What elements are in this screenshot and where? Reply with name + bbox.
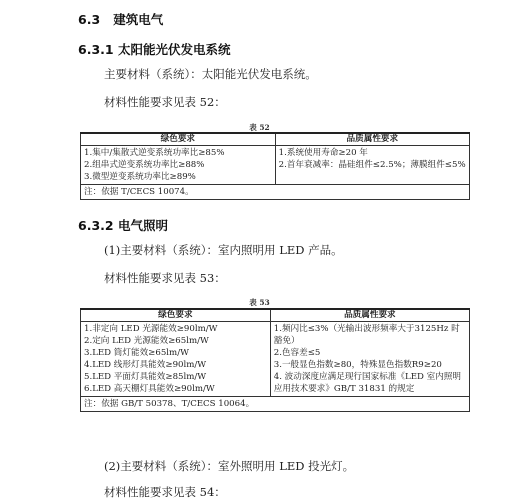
subsection-heading-631 [78, 40, 230, 58]
green-requirements-cell [81, 322, 271, 397]
green-item: 2.定向 LED 光源能效≥65lm/W [84, 336, 209, 346]
performance-paragraph: 材料性能要求见表 52： [104, 95, 226, 109]
section-heading [78, 10, 163, 28]
quality-requirements-cell [275, 146, 469, 185]
quality-item: 2.首年衰减率：晶硅组件≤2.5%；薄膜组件≤5% [278, 160, 466, 170]
quality-item: 1.频闪比≤3%（光输出波形频率大于3125Hz 时豁免） [273, 324, 460, 346]
green-item: 2.组串式逆变系统功率比≥88% [84, 160, 205, 170]
quality-requirements-cell [270, 322, 469, 397]
table-row [81, 322, 470, 397]
green-item: 3.微型逆变系统功率比≥89% [84, 172, 196, 182]
green-item: 3.LED 筒灯能效≥65lm/W [84, 348, 189, 358]
green-item: 6.LED 高天棚灯具能效≥90lm/W [84, 384, 215, 394]
material-paragraph-2: (2)主要材料（系统）：室外照明用 LED 投光灯。 [104, 459, 355, 473]
quality-item: 2.色容差≤5 [273, 348, 321, 358]
table-note: 注：依据 T/CECS 10074。 [81, 185, 470, 200]
table-note: 注：依据 GB/T 50378、T/CECS 10064。 [81, 397, 470, 412]
subsection-number: 6.3.2 [78, 218, 114, 233]
table-header-quality: 品质属性要求 [270, 309, 469, 322]
table-53 [80, 308, 470, 412]
subsection-heading-632 [78, 216, 168, 234]
table-row [81, 146, 470, 185]
table-53-caption: 表 53 [249, 298, 270, 307]
green-item: 1.集中/集散式逆变系统功率比≥85% [84, 148, 225, 158]
green-item: 1.非定向 LED 光源能效≥90lm/W [84, 324, 218, 334]
green-item: 4.LED 线形灯具能效≥90lm/W [84, 360, 207, 370]
performance-paragraph-2: 材料性能要求见表 54： [104, 485, 226, 499]
green-item: 5.LED 平面灯具能效≥85lm/W [84, 372, 207, 382]
table-header-quality: 品质属性要求 [275, 133, 469, 146]
table-52-caption: 表 52 [249, 123, 270, 132]
quality-item: 3.一般显色指数≥80，特殊显色指数R9≥20 [273, 360, 442, 370]
section-number: 6.3 [78, 12, 101, 27]
subsection-title: 太阳能光伏发电系统 [117, 42, 231, 57]
table-52 [80, 132, 470, 200]
quality-item: 1.系统使用寿命≥20 年 [278, 148, 368, 158]
table-header-green: 绿色要求 [81, 309, 271, 322]
material-paragraph-1: (1)主要材料（系统）：室内照明用 LED 产品。 [104, 243, 343, 257]
section-title: 建筑电气 [113, 12, 164, 27]
green-requirements-cell [81, 146, 276, 185]
table-header-green: 绿色要求 [81, 133, 276, 146]
quality-item: 4. 波动深度应满足现行国家标准《LED 室内照明应用技术要求》GB/T 31831 的规定 [273, 372, 461, 394]
performance-paragraph-1: 材料性能要求见表 53： [104, 271, 226, 285]
material-paragraph: 主要材料（系统）：太阳能光伏发电系统。 [104, 67, 317, 81]
subsection-title: 电气照明 [117, 218, 168, 233]
subsection-number: 6.3.1 [78, 42, 114, 57]
